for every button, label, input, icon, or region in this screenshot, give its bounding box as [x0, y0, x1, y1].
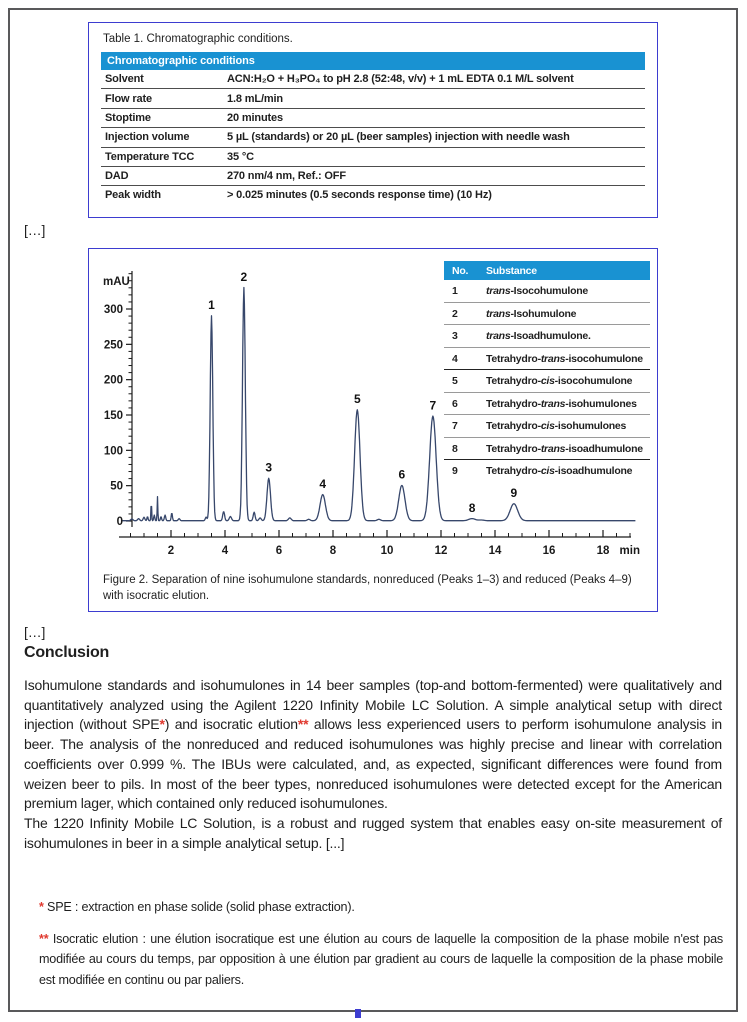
substance-post: -Isocohumulone — [510, 285, 589, 297]
svg-text:2: 2 — [167, 545, 175, 557]
legend-row — [444, 325, 650, 348]
next-page-fragment — [355, 1009, 361, 1018]
svg-text:14: 14 — [488, 545, 502, 557]
p1-text-b: ) and isocratic elution — [164, 716, 298, 733]
substance-italic: trans — [540, 352, 566, 365]
svg-text:4: 4 — [221, 545, 229, 557]
svg-text:5: 5 — [353, 392, 361, 407]
ellipsis-marker: [...] — [24, 222, 46, 238]
svg-text:9: 9 — [510, 486, 518, 501]
svg-text:6: 6 — [398, 467, 406, 482]
legend-col-substance: Substance — [486, 264, 537, 277]
legend-no: 4 — [452, 352, 458, 365]
substance-pre: Tetrahydro- — [486, 352, 541, 365]
svg-text:250: 250 — [103, 339, 123, 352]
substance-post: -Isoadhumulone. — [510, 330, 591, 342]
conditions-table-header: Chromatographic conditions — [101, 52, 645, 70]
svg-text:4: 4 — [319, 476, 327, 491]
legend-no: 8 — [452, 442, 458, 455]
legend-no: 1 — [452, 285, 458, 297]
svg-text:16: 16 — [542, 545, 556, 557]
substance-pre: Tetrahydro- — [486, 420, 541, 432]
condition-label: DAD — [101, 166, 223, 185]
footnotes — [39, 897, 723, 1001]
legend-row — [444, 460, 650, 482]
svg-text:12: 12 — [434, 545, 448, 557]
condition-label: Solvent — [101, 70, 223, 89]
condition-value: 5 µL (standards) or 20 µL (beer samples) injection with needle wash — [223, 128, 645, 147]
substance-post: -isoadhumulone — [554, 465, 633, 477]
legend-row — [444, 348, 650, 371]
legend-row — [444, 438, 650, 461]
table-row — [101, 70, 645, 89]
condition-label: Peak width — [105, 189, 161, 202]
figure2-caption: Figure 2. Separation of nine isohumulone standards, nonreduced (Peaks 1–3) and reduced (Peaks 4–9) with isocratic elution. — [103, 574, 632, 602]
substance-pre: Tetrahydro- — [486, 442, 541, 455]
footnote-isocratic — [39, 929, 723, 991]
svg-text:8: 8 — [468, 500, 476, 515]
substance-italic: trans — [540, 442, 566, 455]
conclusion-paragraph-1 — [24, 676, 722, 814]
conclusion-heading: Conclusion — [24, 644, 110, 661]
legend-row — [444, 393, 650, 416]
condition-label: Stoptime — [101, 108, 223, 127]
substance-post: -isocohumulone — [554, 375, 633, 387]
table-row — [101, 89, 645, 108]
footnote-marker: ** — [39, 931, 49, 946]
legend-row — [444, 370, 650, 393]
legend-row — [444, 415, 650, 438]
svg-text:50: 50 — [110, 480, 123, 493]
conclusion-text — [24, 676, 722, 853]
footnote-spe — [39, 897, 723, 918]
substance-post: -Isohumulone — [510, 307, 577, 320]
substance-italic: trans — [486, 330, 511, 342]
substance-italic: trans — [486, 285, 511, 297]
legend-header — [444, 261, 650, 280]
table-row — [101, 128, 645, 147]
legend-no: 3 — [452, 330, 458, 342]
legend-substance — [486, 465, 632, 477]
chromatographic-conditions-table — [101, 52, 645, 205]
substance-post: -isohumulones — [565, 397, 637, 410]
substance-pre: Tetrahydro- — [486, 465, 541, 477]
condition-label: Temperature TCC — [101, 147, 223, 166]
table1-block — [88, 22, 658, 218]
substance-italic: trans — [540, 397, 566, 410]
legend-substance — [486, 353, 643, 365]
condition-value: 20 minutes — [223, 108, 645, 127]
substance-pre: Tetrahydro- — [486, 375, 541, 387]
substance-italic: cis — [540, 375, 555, 387]
substance-legend — [444, 261, 650, 482]
p1-text-c: allows less experienced users to perform isohumulone analysis in beer. The analysis of the nonreduced and reduced isohumulones was highly precise and linear with correlation coefficients over 0.999 %. The IBUs were calculated, and, as expected, significant differences were found from weizen beer to pils. In most of the beer types, nonreduced isohumulones were detected except for the American premium lager, which contained only reduced isohumulones. — [24, 716, 722, 812]
svg-text:min: min — [619, 545, 640, 557]
svg-text:8: 8 — [329, 545, 337, 557]
legend-no: 6 — [452, 397, 458, 410]
legend-substance — [486, 308, 576, 320]
substance-italic: cis — [540, 465, 555, 477]
table-row — [101, 147, 645, 166]
isocratic-asterisk: ** — [297, 716, 309, 733]
legend-no: 2 — [452, 307, 458, 320]
legend-row — [444, 280, 650, 303]
conclusion-paragraph-2: The 1220 Infinity Mobile LC Solution, is a robust and rugged system that enables easy on-site measurement of isohumulones in beer in a simple analytical setup. [...] — [24, 814, 722, 851]
svg-text:150: 150 — [103, 410, 123, 422]
legend-no: 5 — [452, 375, 458, 387]
svg-text:6: 6 — [275, 545, 283, 557]
svg-text:mAU: mAU — [103, 276, 130, 288]
footnote-text: Isocratic elution : une élution isocratique est une élution au cours de laquelle la composition de la phase mobile n'est pas modifiée au cours du temps, par opposition à une élution par gradient au cours de laquelle la composition de la phase mobile est modifiée en continu ou par paliers. — [39, 931, 723, 987]
substance-pre: Tetrahydro- — [486, 397, 541, 410]
legend-col-no: No. — [452, 264, 469, 277]
condition-value: > 0.025 minutes (0.5 seconds response time) (10 Hz) — [227, 189, 492, 202]
legend-substance — [486, 420, 626, 432]
condition-label: Flow rate — [101, 89, 223, 108]
legend-no: 7 — [452, 420, 458, 432]
legend-substance — [486, 285, 588, 297]
legend-substance — [486, 443, 643, 455]
condition-value: 1.8 mL/min — [223, 89, 645, 108]
substance-post: -isoadhumulone — [565, 442, 643, 455]
legend-row — [444, 303, 650, 326]
svg-text:10: 10 — [380, 545, 394, 557]
substance-italic: trans — [486, 307, 511, 320]
footnote-text: SPE : extraction en phase solide (solid phase extraction). — [43, 900, 355, 914]
figure2-block — [88, 248, 658, 612]
svg-text:1: 1 — [208, 298, 215, 313]
p1-text-a: Isohumulone standards and isohumulones in 14 beer samples (top-and bottom-fermented) were qualitatively and quantitatively analyzed using the Agilent 1220 Infinity Mobile LC Solution. A simple analytical setup with direct injection (without SPE — [24, 677, 722, 733]
substance-post: -isocohumulone — [565, 352, 643, 365]
spe-asterisk: * — [159, 716, 165, 733]
legend-substance — [486, 398, 637, 410]
condition-value: 35 °C — [223, 147, 645, 166]
legend-substance — [486, 330, 591, 342]
table-row — [101, 186, 645, 205]
condition-value: 270 nm/4 nm, Ref.: OFF — [223, 166, 645, 185]
svg-text:18: 18 — [596, 545, 610, 557]
svg-text:0: 0 — [116, 516, 123, 528]
footnote-marker: * — [39, 900, 44, 914]
substance-post: -isohumulones — [554, 420, 627, 432]
svg-text:7: 7 — [429, 398, 437, 413]
svg-text:2: 2 — [240, 269, 248, 284]
legend-no: 9 — [452, 465, 458, 477]
svg-text:200: 200 — [103, 374, 123, 387]
table-row — [101, 166, 645, 185]
legend-substance — [486, 375, 632, 387]
condition-label: Injection volume — [101, 128, 223, 147]
ellipsis-marker: [...] — [24, 624, 46, 640]
svg-text:300: 300 — [103, 304, 123, 316]
svg-text:100: 100 — [103, 445, 123, 458]
substance-italic: cis — [540, 420, 555, 432]
svg-text:3: 3 — [265, 460, 273, 475]
table1-caption: Table 1. Chromatographic conditions. — [103, 33, 293, 45]
condition-value: ACN:H₂O + H₃PO₄ to pH 2.8 (52:48, v/v) + 1 mL EDTA 0.1 M/L solvent — [223, 70, 645, 89]
table-row — [101, 108, 645, 127]
